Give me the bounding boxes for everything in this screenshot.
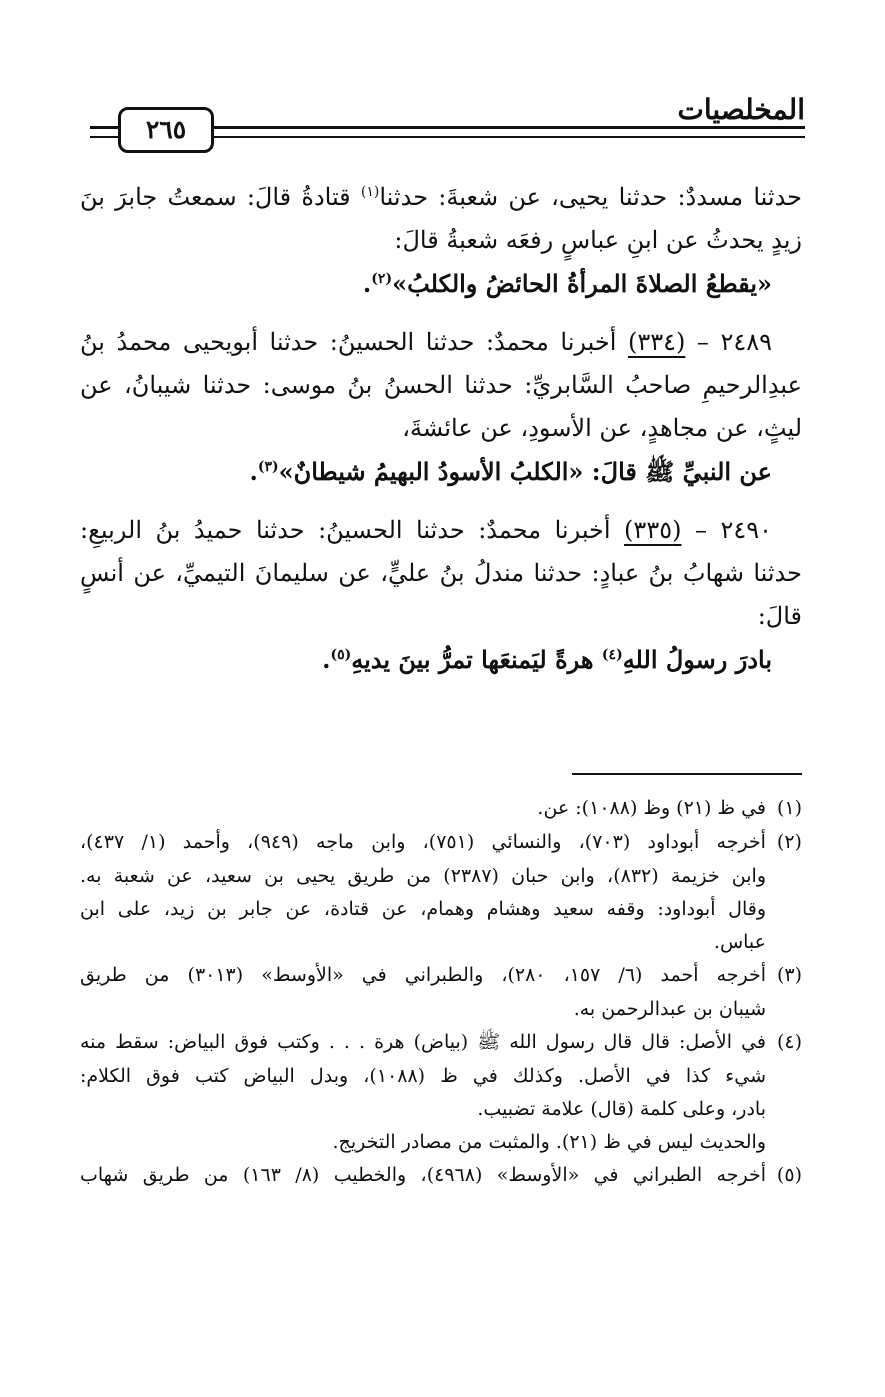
footnote-text: أخرجه الطبراني في «الأوسط» (٤٩٦٨)، والخطيب (٨/ ١٦٣) من طريق شهاب — [80, 1164, 766, 1186]
footnote-3 — [80, 959, 802, 992]
original-number: (٣٣٥) — [624, 516, 682, 544]
hadith-number: ٢٤٩٠ – — [681, 516, 772, 544]
page-number: ٢٦٥ — [118, 107, 214, 153]
hadith-text: عن النبيِّ ﷺ قالَ: «الكلبُ الأسودُ البهيمُ شيطانٌ»$^{(٣)}$. — [249, 457, 772, 486]
text-line: عبدِالرحيمِ صاحبُ السَّابريِّ: حدثنا الحسنُ بنُ موسى: حدثنا شيبانُ، عن — [80, 371, 802, 399]
footnote-line: شيبان بن عبدالرحمن به. — [573, 998, 766, 1020]
footnote-ref: (٣) — [257, 459, 279, 475]
footnote-ref: (٥) — [330, 647, 352, 663]
footnote-number: (٢) — [776, 831, 802, 853]
footnote-text: أخرجه أحمد (٦/ ١٥٧، ٢٨٠)، والطبراني في «الأوسط» (٣٠١٣) من طريق — [80, 964, 767, 986]
footnote-line: وابن خزيمة (٨٣٢)، وابن حبان (٢٣٨٧) من طريق يحيى بن سعيد، عن شعبة به. — [80, 865, 766, 887]
footnote-1 — [80, 792, 802, 825]
hadith-text: بادرَ رسولُ اللهِ$^{(٤)}$ هرةً ليَمنعَها تمرُّ بينَ يديهِ$^{(٥)}$. — [322, 645, 772, 674]
footnote-5 — [80, 1159, 802, 1192]
footnote-line: والحديث ليس في ظ (٢١). والمثبت من مصادر التخريج. — [332, 1131, 766, 1153]
text-fragment: «يقطعُ الصلاةَ المرأةُ الحائضُ والكلبُ» — [392, 269, 772, 298]
hadith-heading-2490 — [80, 509, 802, 552]
footnote-number: (٣) — [776, 964, 803, 986]
text-fragment: هرةً ليَمنعَها تمرُّ بينَ يديهِ — [351, 645, 602, 674]
footnote-4 — [80, 1026, 802, 1059]
footnote-number: (١) — [776, 797, 802, 819]
text-line — [80, 176, 802, 219]
text-line: حدثنا شهابُ بنُ عبادٍ: حدثنا مندلُ بنُ عليٍّ، عن سليمانَ التيميِّ، عن أنسٍ قالَ: — [80, 559, 802, 630]
footnote-line: عباس. — [713, 931, 766, 953]
hadith-heading-2489 — [80, 321, 802, 364]
footnote-number: (٤) — [776, 1031, 802, 1053]
footnote-text: في الأصل: قال قال رسول الله ﷺ (بياض) هرة . . . وكتب فوق البياض: سقط منه — [80, 1031, 766, 1053]
footnote-2 — [80, 826, 802, 859]
hadith-text: «يقطعُ الصلاةَ المرأةُ الحائضُ والكلبُ»$^{(٢)}$. — [362, 269, 772, 298]
footnote-text: أخرجه أبوداود (٧٠٣)، والنسائي (٧٥١)، وابن ماجه (٩٤٩)، وأحمد (١/ ٤٣٧)، — [80, 831, 766, 853]
footnote-line: بادر، وعلى كلمة (قال) علامة تضبيب. — [477, 1098, 766, 1120]
footnote-number: (٥) — [776, 1164, 802, 1186]
footnotes — [80, 792, 802, 1193]
hadith-number: ٢٤٨٩ – — [685, 328, 772, 356]
text-fragment: أخبرنا محمدٌ: حدثنا الحسينُ: حدثنا حميدُ بنُ الربيعِ: — [80, 516, 625, 544]
text-fragment: أخبرنا محمدٌ: حدثنا الحسينُ: حدثنا أبويحيى محمدُ بنُ — [80, 328, 628, 356]
text-fragment: بادرَ رسولُ اللهِ — [622, 645, 772, 674]
footnote-line: وقال أبوداود: وقفه سعيد وهشام وهمام، عن قتادة، عن جابر بن زيد، على ابن — [80, 898, 766, 920]
text-line: زيدٍ يحدثُ عن ابنِ عباسٍ رفعَه شعبةُ قالَ: — [394, 226, 802, 254]
text-line: ليثٍ، عن مجاهدٍ، عن الأسودِ، عن عائشةَ، — [402, 414, 802, 442]
text-fragment: قتادةُ قالَ: سمعتُ جابرَ بنَ — [80, 183, 361, 211]
footnote-ref: (٤) — [601, 647, 623, 663]
running-title: المخلصيات — [677, 93, 805, 126]
footnote-ref: (١) — [360, 184, 380, 200]
original-number: (٣٣٤) — [627, 328, 686, 356]
footnote-line: شيء كذا في الأصل. وكذلك في ظ (١٠٨٨)، وبدل البياض كتب فوق الكلام: — [80, 1065, 766, 1087]
text-fragment: عن النبيِّ ﷺ قالَ: «الكلبُ الأسودُ البهيمُ شيطانٌ» — [278, 457, 772, 486]
footnote-text: في ظ (٢١) وظ (١٠٨٨): عن. — [537, 797, 766, 819]
text-fragment: حدثنا مسددٌ: حدثنا يحيى، عن شعبةَ: حدثنا — [379, 183, 802, 211]
footnote-separator — [572, 773, 802, 775]
main-text — [80, 176, 802, 681]
footnote-ref: (٢) — [371, 271, 393, 287]
